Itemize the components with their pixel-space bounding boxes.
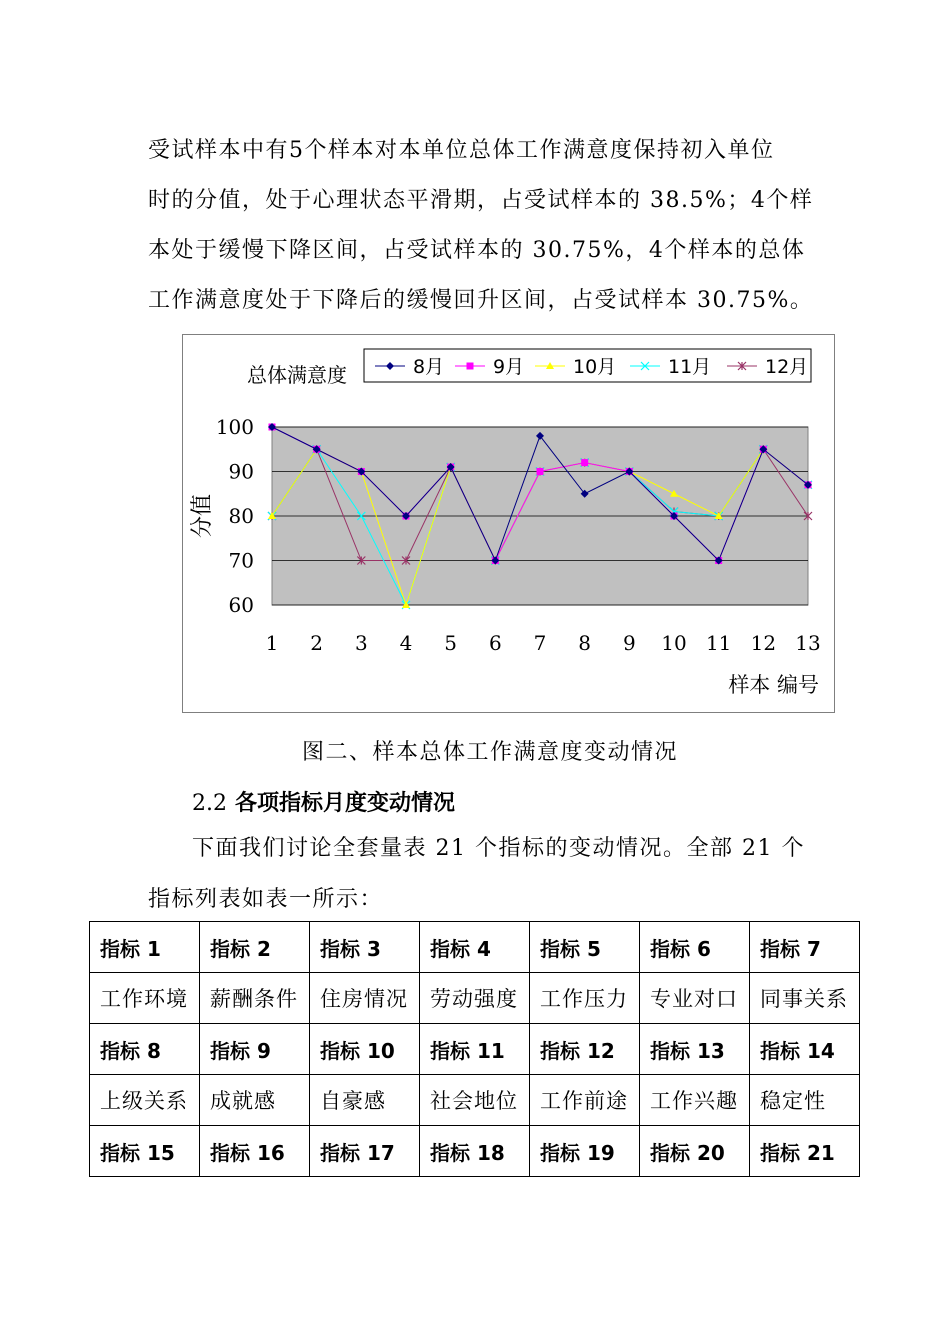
x-tick-label: 12 — [750, 631, 777, 655]
indicator-id-cell: 指标 4 — [420, 922, 530, 973]
indicator-id-cell: 指标 16 — [200, 1126, 310, 1177]
indicator-id-cell: 指标 5 — [530, 922, 640, 973]
indicator-id-cell: 指标 7 — [750, 922, 860, 973]
indicator-id-cell: 指标 15 — [90, 1126, 200, 1177]
x-tick-label: 1 — [265, 631, 279, 655]
y-tick-label: 70 — [228, 548, 254, 573]
figure-caption: 图二、样本总体工作满意度变动情况 — [301, 740, 678, 765]
table-row — [90, 1075, 860, 1126]
indicator-id-cell: 指标 18 — [420, 1126, 530, 1177]
data-point — [467, 363, 474, 370]
x-axis-label: 样本 编号 — [728, 673, 819, 697]
x-tick-label: 8 — [578, 631, 592, 655]
indicator-id-cell: 指标 12 — [530, 1024, 640, 1075]
indicator-id-cell: 指标 8 — [90, 1024, 200, 1075]
indicator-id-cell: 指标 1 — [90, 922, 200, 973]
paragraph-line: 工作满意度处于下降后的缓慢回升区间，占受试样本 30.75%。 — [148, 288, 814, 313]
indicator-id-cell: 指标 6 — [640, 922, 750, 973]
indicator-id-cell: 指标 13 — [640, 1024, 750, 1075]
x-tick-label: 13 — [795, 631, 821, 655]
table-row — [90, 1024, 860, 1075]
section-heading — [192, 786, 455, 817]
y-tick-label: 80 — [228, 504, 254, 528]
legend-label: 11月 — [668, 356, 712, 378]
indicator-name-cell: 专业对口 — [640, 973, 750, 1024]
indicator-name-cell: 薪酬条件 — [200, 973, 310, 1024]
indicator-name-cell: 上级关系 — [90, 1075, 200, 1126]
y-axis-label: 分值 — [190, 493, 215, 539]
indicator-name-cell: 成就感 — [200, 1075, 310, 1126]
indicator-id-cell: 指标 2 — [200, 922, 310, 973]
legend-label: 8月 — [413, 356, 445, 378]
chart-svg — [183, 335, 834, 712]
paragraph-line: 本处于缓慢下降区间，占受试样本的 30.75%，4个样本的总体 — [148, 238, 806, 263]
indicator-name-cell: 稳定性 — [750, 1075, 860, 1126]
indicator-id-cell: 指标 3 — [310, 922, 420, 973]
legend-label: 10月 — [573, 356, 617, 378]
indicator-name-cell: 社会地位 — [420, 1075, 530, 1126]
indicator-id-cell: 指标 17 — [310, 1126, 420, 1177]
paragraph-line: 时的分值，处于心理状态平滑期，占受试样本的 38.5%；4个样 — [148, 188, 814, 213]
indicator-id-cell: 指标 10 — [310, 1024, 420, 1075]
y-tick-label: 90 — [228, 459, 254, 484]
legend-label: 12月 — [765, 356, 809, 378]
x-tick-label: 11 — [705, 631, 732, 655]
x-tick-label: 2 — [310, 631, 324, 655]
table-row — [90, 922, 860, 973]
table-row — [90, 1126, 860, 1177]
satisfaction-chart — [182, 334, 835, 713]
indicator-id-cell: 指标 14 — [750, 1024, 860, 1075]
data-point — [581, 459, 588, 466]
x-tick-label: 6 — [488, 631, 502, 655]
x-tick-label: 9 — [622, 631, 636, 655]
indicator-id-cell: 指标 11 — [420, 1024, 530, 1075]
y-tick-label: 100 — [215, 415, 254, 439]
data-point — [537, 468, 544, 475]
y-tick-label: 60 — [228, 593, 254, 617]
indicator-name-cell: 自豪感 — [310, 1075, 420, 1126]
indicator-name-cell: 工作兴趣 — [640, 1075, 750, 1126]
indicator-table — [89, 921, 860, 1177]
x-tick-label: 4 — [399, 631, 413, 655]
indicator-name-cell: 工作前途 — [530, 1075, 640, 1126]
x-tick-label: 7 — [533, 631, 547, 655]
indicator-name-cell: 工作压力 — [530, 973, 640, 1024]
paragraph-line: 受试样本中有5个样本对本单位总体工作满意度保持初入单位 — [148, 138, 775, 163]
x-tick-label: 3 — [354, 631, 368, 655]
intro-line: 指标列表如表一所示： — [148, 887, 384, 912]
indicator-id-cell: 指标 20 — [640, 1126, 750, 1177]
chart-title: 总体满意度 — [247, 363, 347, 387]
x-tick-label: 5 — [444, 631, 458, 655]
indicator-id-cell: 指标 19 — [530, 1126, 640, 1177]
indicator-name-cell: 同事关系 — [750, 973, 860, 1024]
x-tick-label: 10 — [661, 631, 687, 655]
indicator-id-cell: 指标 9 — [200, 1024, 310, 1075]
table-row — [90, 973, 860, 1024]
indicator-name-cell: 劳动强度 — [420, 973, 530, 1024]
section-number: 2.2 — [192, 791, 227, 816]
indicator-id-cell: 指标 21 — [750, 1126, 860, 1177]
section-title: 各项指标月度变动情况 — [235, 791, 456, 816]
legend-label: 9月 — [493, 356, 525, 378]
indicator-name-cell: 工作环境 — [90, 973, 200, 1024]
intro-line: 下面我们讨论全套量表 21 个指标的变动情况。全部 21 个 — [192, 836, 805, 861]
indicator-name-cell: 住房情况 — [310, 973, 420, 1024]
